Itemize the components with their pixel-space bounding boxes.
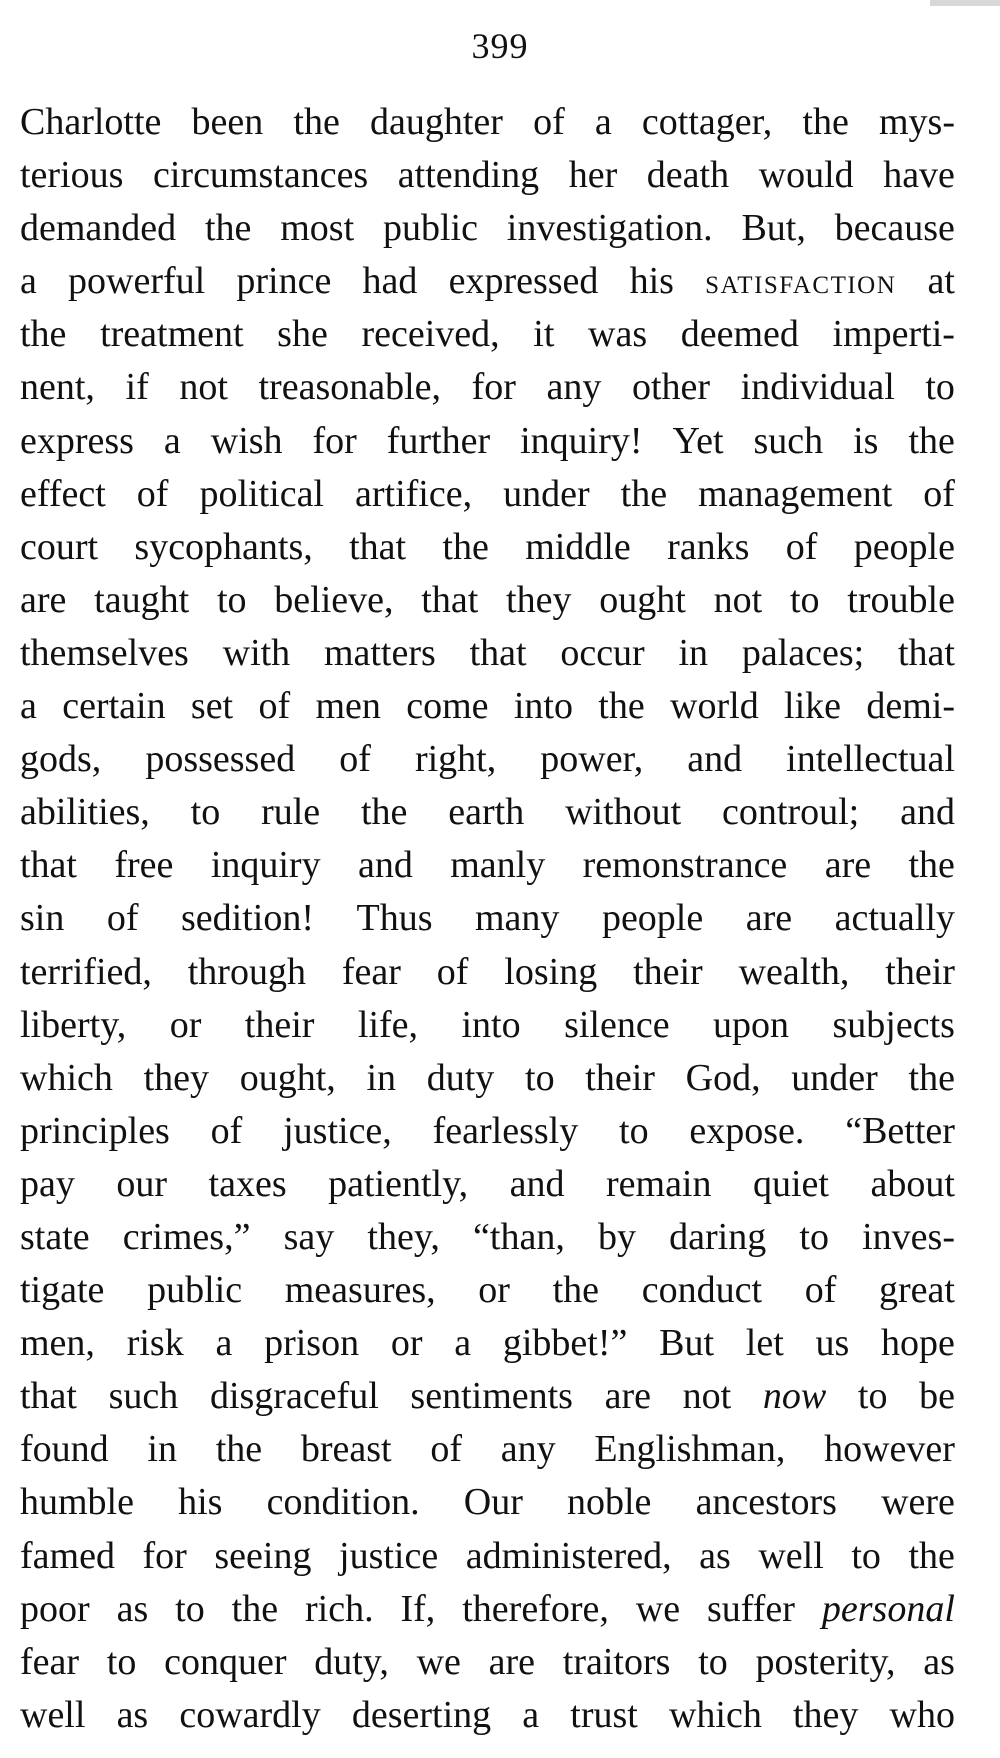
word: prince [236,260,332,303]
word: state [20,1215,90,1258]
word: sin [20,897,65,940]
word: But [659,1322,715,1365]
word: certain [62,685,166,728]
word: of [436,950,469,993]
text-line [20,999,955,1052]
word: the [360,791,408,834]
word: imperti- [832,313,955,356]
word: the [908,1056,955,1099]
word: silence [564,1003,670,1046]
text-line [20,1264,955,1317]
word: if [125,366,149,409]
word: it [533,313,555,356]
word: to [106,1640,137,1683]
word: justice, [283,1109,392,1152]
word: Thus [356,897,433,940]
word: under [791,1056,878,1099]
word: sedition! [181,897,314,940]
text-line [20,892,955,945]
word: the [442,525,489,568]
word: by [598,1215,636,1258]
word: sentiments [410,1375,573,1418]
word: that [20,1375,77,1418]
text-line [20,96,955,149]
word: deserting [351,1693,492,1736]
word: his [629,260,674,303]
word: remonstrance [582,844,788,887]
word: was [588,313,648,356]
word: were [881,1481,955,1524]
text-line [20,1530,955,1583]
word: “than, [473,1215,565,1258]
word: world [670,685,759,728]
word: say [283,1215,335,1258]
word: to [190,791,221,834]
word: effect [20,472,106,515]
word: possessed [145,738,296,781]
word: mys- [878,101,955,143]
word: gibbet!” [502,1322,628,1365]
text-line [20,1105,955,1158]
word: fearlessly [432,1109,579,1152]
word: daring [669,1215,767,1258]
word: artifice, [355,472,473,515]
word: great [879,1269,955,1312]
word: Our [463,1481,523,1524]
word: be [919,1375,955,1418]
word: abilities, [20,791,150,834]
word: individual [740,366,895,409]
text-line [20,415,955,468]
word: seeing [214,1534,312,1577]
word: to [851,1534,881,1577]
word: remain [605,1162,712,1205]
word: terious [20,154,124,197]
word: let [745,1322,784,1365]
word: the [598,685,645,728]
word: public [382,207,478,250]
word: and [900,791,955,834]
word: noble [567,1481,652,1524]
word: conquer [164,1640,287,1683]
word: free [114,844,174,887]
word: trouble [847,578,955,621]
word: at [927,260,955,303]
word: liberty, [20,1003,127,1046]
word: which [20,1056,113,1099]
word: inves- [862,1215,955,1258]
word: of [785,525,818,568]
word: such [108,1375,179,1418]
word: famed [20,1534,115,1577]
word: into [461,1003,521,1046]
word: actually [834,897,955,940]
word: traitors [562,1640,671,1683]
text-line [20,946,955,999]
word: well [20,1693,86,1736]
word: and [357,844,413,887]
word: any [546,366,602,409]
word: people [601,897,704,940]
word: prison [264,1322,360,1365]
word: or [169,1003,202,1046]
word: death [646,154,730,197]
word: public [147,1269,243,1312]
word: duty, [314,1640,389,1683]
word: cottager, [641,101,773,143]
word: that [20,844,77,887]
word: right, [414,738,497,781]
word: quiet [753,1162,829,1205]
word: the [802,101,849,143]
word: their [244,1003,315,1046]
word: a [20,260,37,303]
word: treasonable, [258,366,442,409]
word: under [503,472,590,515]
word: or [478,1269,510,1312]
word: they [143,1056,210,1099]
word: cowardly [179,1693,321,1736]
word: now [762,1375,827,1418]
word: expressed [448,260,599,303]
word: the [552,1269,600,1312]
word: of [923,472,955,515]
word: their [585,1056,655,1099]
word: who [889,1693,955,1736]
word: well [758,1534,824,1577]
word: she [277,313,328,356]
word: ancestors [695,1481,837,1524]
text-line [20,680,955,733]
word: inquiry! [520,419,643,462]
word: duty [426,1056,495,1099]
word: however [824,1428,955,1471]
word: rule [261,791,321,834]
word: fear [20,1640,80,1683]
word: without [565,791,682,834]
word: life, [357,1003,419,1046]
word: the [908,1534,955,1577]
word: nent, [20,366,95,409]
word: is [853,419,879,462]
word: with [222,631,291,674]
word: palaces; [741,631,865,674]
word: of [106,897,139,940]
text-line [20,1689,955,1742]
word: the [293,101,340,143]
word: court [20,525,99,568]
word: they, [367,1215,440,1258]
word: controul; [722,791,860,834]
word: the [204,207,252,250]
word: any [500,1428,556,1471]
text-line [20,361,955,414]
word: justice [339,1534,439,1577]
word: into [513,685,573,728]
word: of [533,101,565,143]
word: are [604,1375,652,1418]
text-line [20,733,955,786]
word: received, [361,313,500,356]
word: the [908,844,955,887]
word: pay [20,1162,75,1205]
word: of [136,472,169,515]
word: are [824,844,872,887]
word: that [469,631,527,674]
word: to [175,1587,205,1630]
text-line [20,1423,955,1476]
word: had [362,260,418,303]
word: express [20,419,134,462]
word: principles [20,1109,170,1152]
word: poor [20,1587,90,1630]
word: our [116,1162,168,1205]
word: been [191,101,264,143]
word: to [799,1215,829,1258]
word: a [454,1322,472,1365]
word: deemed [680,313,799,356]
word: Charlotte [20,101,162,143]
word: the [908,419,955,462]
word: management [698,472,893,515]
word: through [187,950,306,993]
word: expose. [689,1109,805,1152]
word: are [20,578,67,621]
word: such [753,419,824,462]
word: administered, [465,1534,672,1577]
word: demi- [866,685,955,728]
word: to [619,1109,649,1152]
word: earth [448,791,525,834]
word: would [758,154,854,197]
word: “Better [845,1109,955,1152]
word: not [179,366,228,409]
word: people [853,525,955,568]
word: they [792,1693,859,1736]
word: of [339,738,371,781]
text-line [20,1370,955,1423]
word: taught [94,578,190,621]
word: a [215,1322,233,1365]
word: taxes [208,1162,287,1205]
word: demanded [20,207,177,250]
word: as [116,1587,149,1630]
text-line [20,1317,955,1370]
word: to [698,1640,728,1683]
word: that [421,578,479,621]
word: But, [741,207,806,250]
word: posterity, [755,1640,896,1683]
word: because [834,207,955,250]
word: sycophants, [134,525,313,568]
word: not [713,578,763,621]
word: that [349,525,407,568]
word: and [509,1162,565,1205]
word: other [632,366,711,409]
word: of [804,1269,837,1312]
word: the [231,1587,279,1630]
word: ranks [667,525,750,568]
text-line [20,521,955,574]
word: for [142,1534,187,1577]
word: personal [821,1587,955,1630]
word: they [506,578,572,621]
word: a [20,685,37,728]
text-line [20,1476,955,1529]
word: daughter [370,101,503,143]
word: the [20,313,67,356]
word: wish [210,419,283,462]
word: upon [713,1003,790,1046]
word: disgraceful [209,1375,379,1418]
text-line [20,1636,955,1689]
word: as [699,1534,731,1577]
word: therefore, [462,1587,609,1630]
text-line [20,308,955,361]
word: If, [400,1587,436,1630]
word: tigate [20,1269,105,1312]
word: matters [323,631,436,674]
word: subjects [832,1003,955,1046]
text-line [20,1052,955,1105]
word: the [215,1428,263,1471]
word: humble [20,1481,134,1524]
word: wealth, [738,950,850,993]
word: have [883,154,955,197]
word: us [815,1322,850,1365]
word: set [190,685,234,728]
word: in [678,631,709,674]
word: conduct [641,1269,763,1312]
word: in [147,1428,177,1471]
word: measures, [284,1269,436,1312]
word: a [594,101,612,143]
word: in [366,1056,397,1099]
word: political [199,472,324,515]
word: to [216,578,247,621]
word: ought [599,578,686,621]
word: condition. [266,1481,420,1524]
word: investigation. [506,207,713,250]
word: the [620,472,668,515]
word: further [386,419,491,462]
word: suffer [707,1587,795,1630]
text-line [20,468,955,521]
word: power, [540,738,644,781]
text-line [20,1158,955,1211]
word: terrified, [20,950,152,993]
word: ought, [239,1056,336,1099]
word: for [471,366,516,409]
word: to [789,578,820,621]
word: a [163,419,181,462]
word: intellectual [786,738,955,781]
page-number: 399 [471,26,529,66]
word: middle [525,525,631,568]
text-line [20,786,955,839]
word: breast [300,1428,392,1471]
text-line [20,574,955,627]
word: satisfaction [705,261,897,302]
word: patiently, [328,1162,469,1205]
word: crimes,” [122,1215,251,1258]
word: gods, [20,738,102,781]
word: not [682,1375,732,1418]
text-line [20,149,955,202]
word: a [522,1693,540,1736]
word: their [633,950,703,993]
word: powerful [68,260,206,303]
word: men, [20,1322,95,1365]
body-text [20,96,955,1742]
word: fear [341,950,401,993]
word: or [390,1322,423,1365]
word: of [210,1109,243,1152]
word: men [315,685,381,728]
word: manly [450,844,546,887]
word: about [870,1162,955,1205]
word: rich. [305,1587,374,1630]
word: come [406,685,489,728]
word: occur [560,631,645,674]
word: most [280,207,355,250]
word: themselves [20,631,189,674]
word: of [258,685,291,728]
word: her [568,154,618,197]
word: their [885,950,955,993]
word: we [635,1587,681,1630]
word: Englishman, [594,1428,786,1471]
word: to [925,366,955,409]
word: believe, [274,578,394,621]
word: hope [881,1322,955,1365]
word: attending [397,154,540,197]
scan-edge-mark [930,0,1000,6]
word: and [687,738,743,781]
word: like [784,685,842,728]
word: risk [126,1322,184,1365]
text-line [20,255,955,308]
text-line [20,839,955,892]
text-line [20,627,955,680]
word: as [923,1640,955,1683]
word: God, [685,1056,761,1099]
word: his [178,1481,223,1524]
word: which [668,1693,762,1736]
word: we [416,1640,461,1683]
text-line [20,1583,955,1636]
word: trust [570,1693,638,1736]
text-line [20,202,955,255]
word: to [525,1056,555,1099]
word: circumstances [152,154,369,197]
word: many [475,897,560,940]
text-line [20,1211,955,1264]
word: treatment [100,313,244,356]
word: as [116,1693,149,1736]
word: of [430,1428,462,1471]
word: losing [504,950,598,993]
word: found [20,1428,109,1471]
word: that [897,631,955,674]
word: to [857,1375,888,1418]
word: Yet [672,419,724,462]
word: are [745,897,793,940]
word: for [312,419,357,462]
word: are [488,1640,536,1683]
word: inquiry [210,844,321,887]
